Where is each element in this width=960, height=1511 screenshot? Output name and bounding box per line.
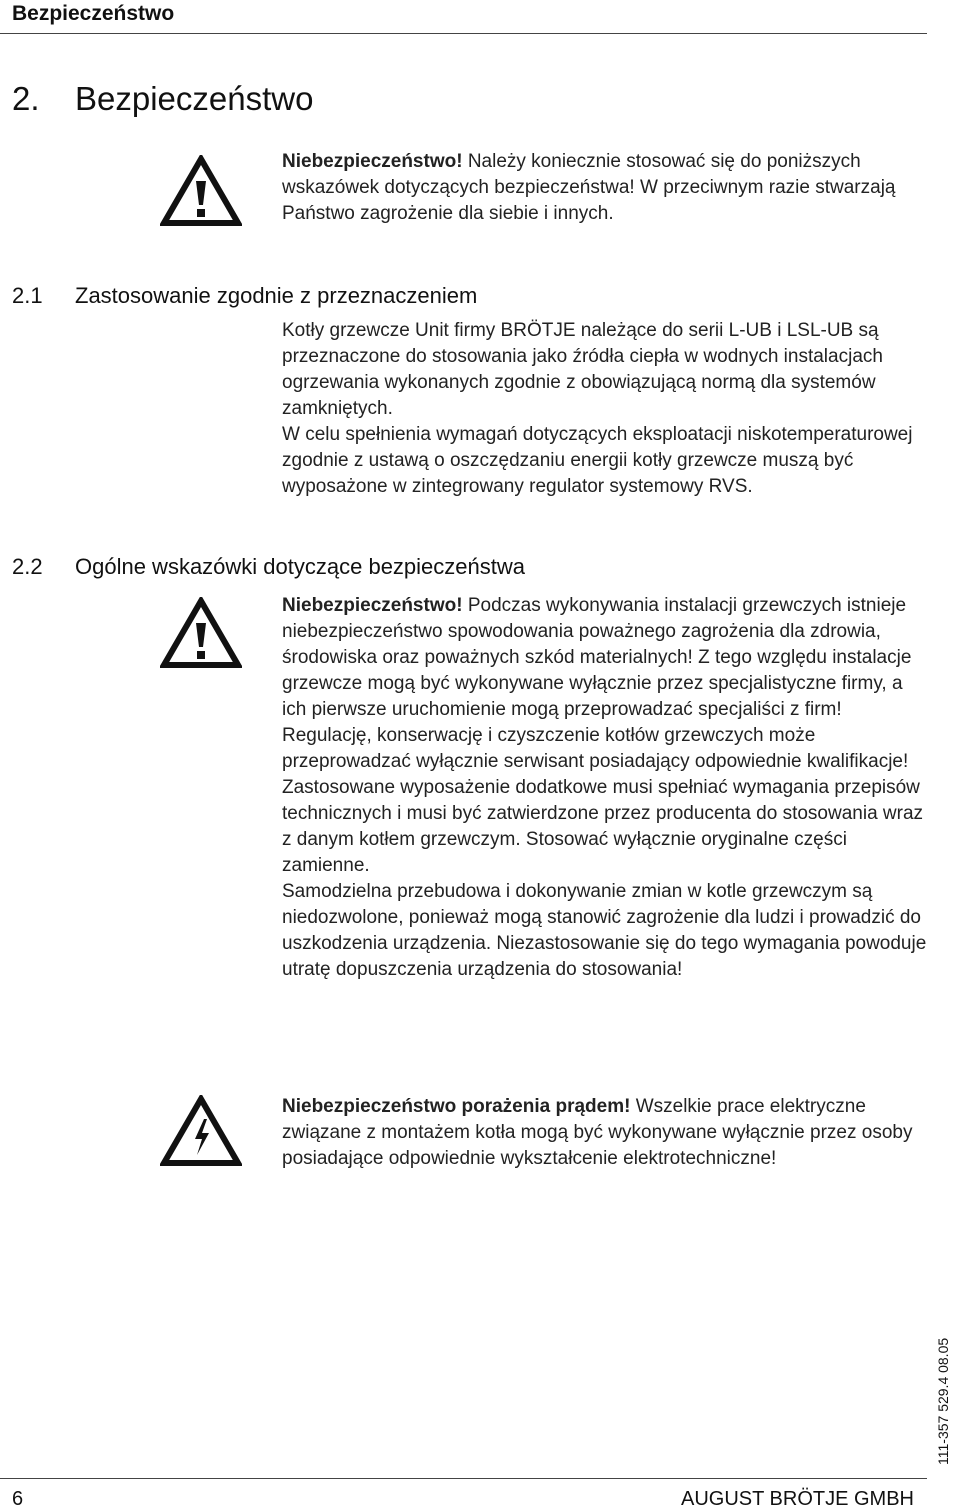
paragraph: Kotły grzewcze Unit firmy BRÖTJE należące do serii L-UB i LSL-UB są przeznaczone do stosowania jako źródła ciepła w wodnych instalacjach ogrzewania wykonanych zgodnie z obowiązującą normą dla systemów zamkniętych. bbox=[282, 320, 883, 419]
electric-hazard-icon bbox=[160, 1095, 242, 1167]
warning-triangle-icon bbox=[160, 155, 242, 227]
paragraph: Samodzielna przebudowa i dokonywanie zmian w kotle grzewczym są niedozwolone, ponieważ mogą stanowić zagrożenie dla ludzi i prowadzić do uszkodzenia urządzenia. Niezastosowanie się do tego wymagania powoduje utratę dopuszczenia urządzenia do stosowania! bbox=[282, 881, 927, 980]
subsection-heading-2-2 bbox=[12, 554, 525, 580]
warning-triangle-icon bbox=[160, 597, 242, 669]
electric-warning-label: Niebezpieczeństwo porażenia prądem! bbox=[282, 1096, 631, 1117]
warning-label: Niebezpieczeństwo! bbox=[282, 595, 463, 616]
paragraph: Zastosowane wyposażenie dodatkowe musi spełniać wymagania przepisów technicznych i musi być zatwierdzone przez producenta do stosowania wraz z danym kotłem grzewczym. Stosować wyłącznie oryginalne części zamienne. bbox=[282, 777, 924, 876]
subsection-number: 2.1 bbox=[12, 283, 43, 308]
warning-text: Podczas wykonywania instalacji grzewczych istnieje niebezpieczeństwo spowodowania poważnego zagrożenia dla zdrowia, środowiska oraz poważnych szkód materialnych! Z tego względu instalacje grzewcze mogą być wykonywane wyłącznie przez specjalistyczne firmy, a ich pierwsze uruchomienie mogą przeprowadzać specjaliści z firm! bbox=[282, 595, 912, 720]
running-header: Bezpieczeństwo bbox=[12, 2, 175, 25]
section-number: 2. bbox=[12, 80, 40, 117]
document-code: 111-357 529.4 08.05 bbox=[935, 1337, 951, 1465]
warning-text: Należy koniecznie stosować się do poniższych wskazówek dotyczących bezpieczeństwa! W przeciwnym razie stwarzają Państwo zagrożenie dla siebie i innych. bbox=[282, 151, 896, 224]
subsection-number: 2.2 bbox=[12, 554, 43, 579]
section-2-1-body bbox=[282, 318, 927, 500]
company-name: AUGUST BRÖTJE GMBH bbox=[681, 1488, 914, 1510]
intro-warning bbox=[282, 149, 927, 227]
header-divider bbox=[0, 33, 927, 34]
electric-warning-text: Wszelkie prace elektryczne związane z montażem kotła mogą być wykonywane wyłącznie przez osoby posiadające odpowiednie wykształcenie elektrotechniczne! bbox=[282, 1096, 913, 1169]
subsection-heading-2-1 bbox=[12, 283, 477, 309]
subsection-title: Zastosowanie zgodnie z przeznaczeniem bbox=[75, 283, 478, 308]
section-2-2-body bbox=[282, 593, 927, 983]
footer-divider bbox=[0, 1478, 927, 1479]
paragraph: W celu spełnienia wymagań dotyczących eksploatacji niskotemperaturowej zgodnie z ustawą o oszczędzaniu energii kotły grzewcze muszą być wyposażone w zintegrowany regulator systemowy RVS. bbox=[282, 424, 913, 497]
electric-warning bbox=[282, 1094, 927, 1172]
subsection-title: Ogólne wskazówki dotyczące bezpieczeństwa bbox=[75, 554, 526, 579]
page-number: 6 bbox=[12, 1488, 24, 1510]
paragraph: Regulację, konserwację i czyszczenie kotłów grzewczych może przeprowadzać wyłącznie serwisant posiadający odpowiednie kwalifikacje! bbox=[282, 725, 909, 772]
section-heading bbox=[12, 80, 313, 118]
warning-label: Niebezpieczeństwo! bbox=[282, 151, 463, 172]
section-title: Bezpieczeństwo bbox=[75, 80, 314, 117]
